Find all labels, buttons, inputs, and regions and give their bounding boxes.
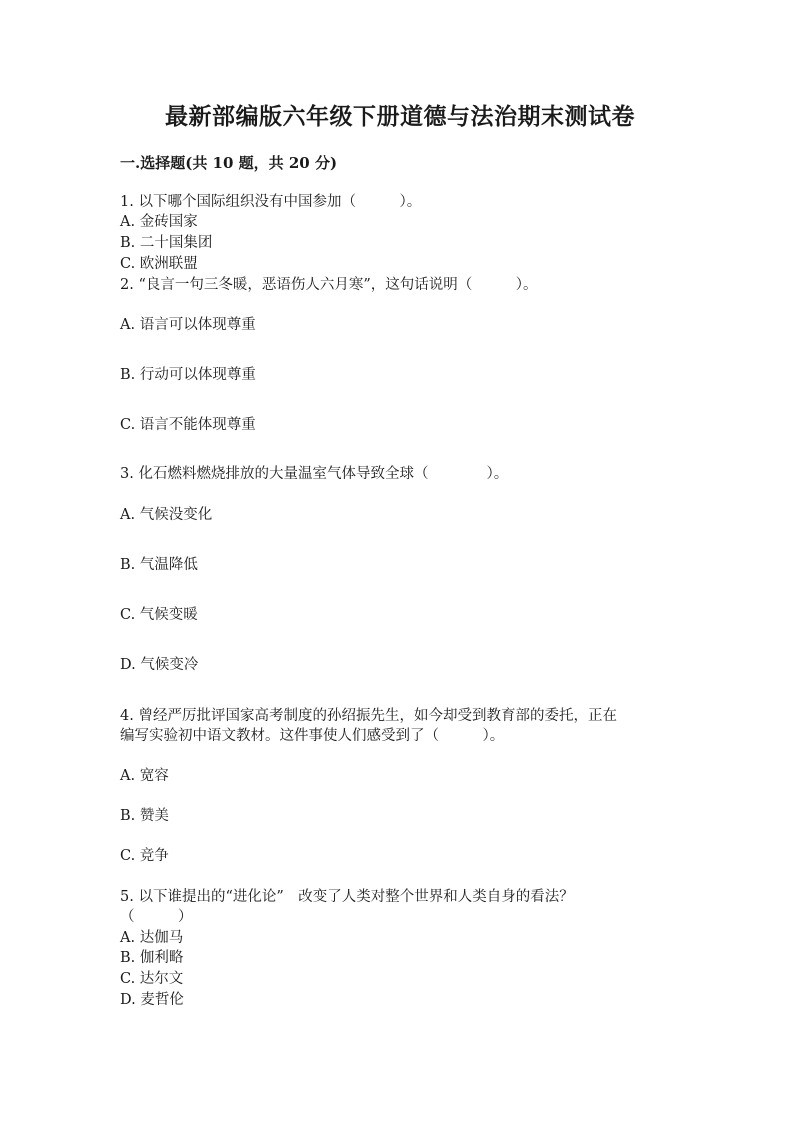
question-5-text-line-1: 5. 以下谁提出的“进化论” 改变了人类对整个世界和人类自身的看法？ bbox=[120, 889, 574, 905]
question-1-option-a: A. 金砖国家 bbox=[120, 214, 198, 230]
question-4-option-a: A. 宽容 bbox=[120, 768, 169, 784]
question-2-option-a: A. 语言可以体现尊重 bbox=[120, 317, 256, 333]
question-1-text: 1. 以下哪个国际组织没有中国参加（ ）。 bbox=[120, 194, 422, 210]
question-5-text-line-2: （ ） bbox=[120, 909, 193, 925]
question-5-option-a: A. 达伽马 bbox=[120, 930, 184, 946]
question-4-text-line-1: 4. 曾经严厉批评国家高考制度的孙绍振先生，如今却受到教育部的委托，正在 bbox=[120, 708, 617, 724]
question-2-option-c: C. 语言不能体现尊重 bbox=[120, 417, 256, 433]
question-3-option-a: A. 气候没变化 bbox=[120, 507, 213, 523]
question-5-option-c: C. 达尔文 bbox=[120, 971, 184, 987]
question-3-text: 3. 化石燃料燃烧排放的大量温室气体导致全球（ ）。 bbox=[120, 466, 509, 482]
question-5-option-b: B. 伽利略 bbox=[120, 950, 184, 966]
question-2-text: 2. “良言一句三冬暖，恶语伤人六月寒”，这句话说明（ ）。 bbox=[120, 277, 538, 293]
question-4-text-line-2: 编写实验初中语文教材。这件事使人们感受到了（ ）。 bbox=[120, 728, 505, 744]
page-title: 最新部编版六年级下册道德与法治期末测试卷 bbox=[165, 103, 635, 130]
section-heading: 一.选择题(共 10 题，共 20 分) bbox=[120, 154, 338, 172]
question-1-option-c: C. 欧洲联盟 bbox=[120, 256, 198, 272]
question-1-option-b: B. 二十国集团 bbox=[120, 235, 213, 251]
question-3-option-c: C. 气候变暖 bbox=[120, 607, 198, 623]
question-3-option-d: D. 气候变冷 bbox=[120, 657, 199, 673]
question-4-option-c: C. 竞争 bbox=[120, 848, 169, 864]
question-3-option-b: B. 气温降低 bbox=[120, 557, 198, 573]
question-4-option-b: B. 赞美 bbox=[120, 808, 169, 824]
question-2-option-b: B. 行动可以体现尊重 bbox=[120, 367, 256, 383]
question-5-option-d: D. 麦哲伦 bbox=[120, 992, 184, 1008]
